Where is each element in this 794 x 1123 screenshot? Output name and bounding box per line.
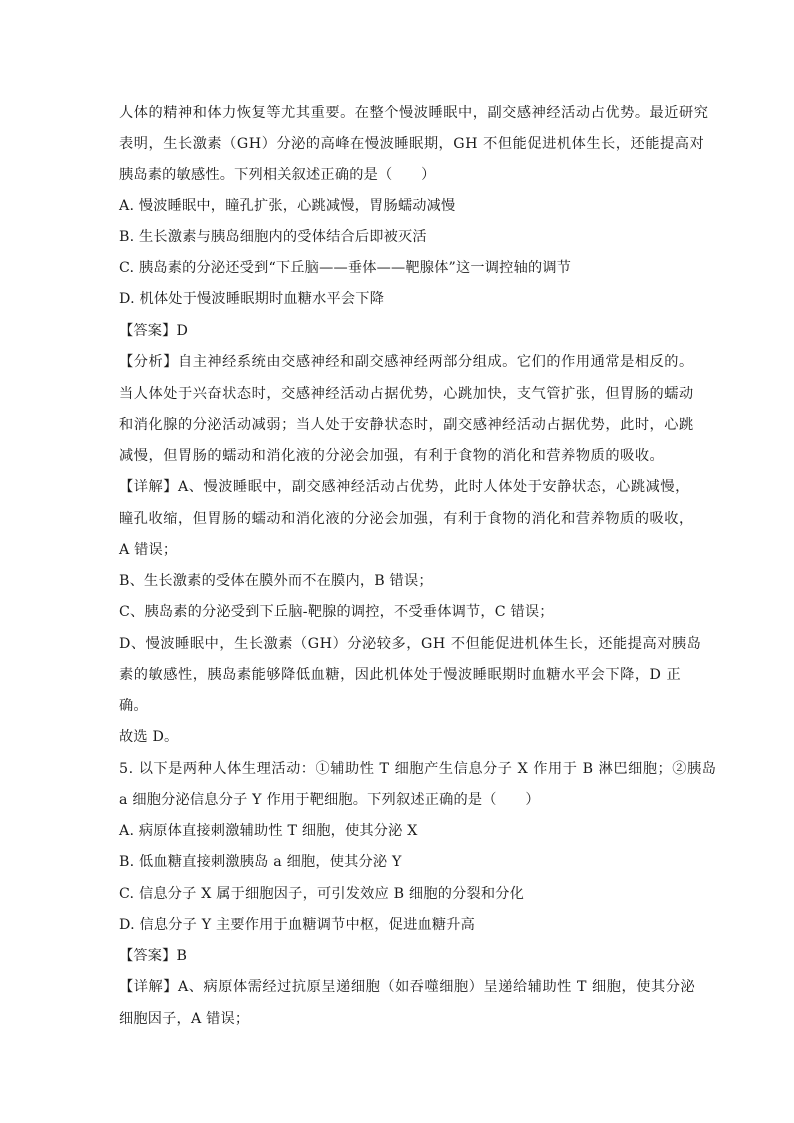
q4-option-b: B. 生长激素与胰岛细胞内的受体结合后即被灭活 [119,229,427,245]
q5-answer: 【答案】B [119,948,188,964]
q4-stem-line-1: 人体的精神和体力恢复等尤其重要。在整个慢波睡眠中，副交感神经活动占优势。最近研究 [119,105,709,121]
q5-option-c: C. 信息分子 X 属于细胞因子，可引发效应 B 细胞的分裂和分化 [119,886,525,902]
q4-detail-line-8: 确。 [119,698,148,714]
q5-stem-line-1: 5. 以下是两种人体生理活动：①辅助性 T 细胞产生信息分子 X 作用于 B 淋巴细胞；②胰岛 [119,761,717,777]
q4-analysis-line-2: 当人体处于兴奋状态时，交感神经活动占据优势，心跳加快，支气管扩张，但胃肠的蠕动 [119,386,694,402]
q4-answer: 【答案】D [119,323,189,339]
q4-analysis-line-1: 【分析】自主神经系统由交感神经和副交感神经两部分组成。它们的作用通常是相反的。 [119,354,694,370]
q5-option-a: A. 病原体直接刺激辅助性 T 细胞，使其分泌 X [119,823,418,839]
q4-stem-line-2: 表明，生长激素（GH）分泌的高峰在慢波睡眠期，GH 不但能促进机体生长，还能提高对 [119,136,705,152]
q4-option-c: C. 胰岛素的分泌还受到“下丘脑——垂体——靶腺体”这一调控轴的调节 [119,260,572,276]
q5-stem-line-2: a 细胞分泌信息分子 Y 作用于靶细胞。下列叙述正确的是（ ） [119,792,540,808]
q4-detail-line-4: B、生长激素的受体在膜外而不在膜内，B 错误； [119,573,433,589]
q5-detail-line-2: 细胞因子，A 错误； [119,1011,250,1027]
q4-option-d: D. 机体处于慢波睡眠期时血糖水平会下降 [119,291,385,307]
q5-option-b: B. 低血糖直接刺激胰岛 a 细胞，使其分泌 Y [119,854,402,870]
q4-detail-line-2: 瞳孔收缩，但胃肠的蠕动和消化液的分泌会加强，有利于食物的消化和营养物质的吸收， [119,511,694,527]
q4-option-a: A. 慢波睡眠中，瞳孔扩张，心跳减慢，胃肠蠕动减慢 [119,198,456,214]
q4-analysis-line-4: 减慢，但胃肠的蠕动和消化液的分泌会加强，有利于食物的消化和营养物质的吸收。 [119,448,665,464]
q4-detail-line-1: 【详解】A、慢波睡眠中，副交感神经活动占优势，此时人体处于安静状态，心跳减慢， [119,479,690,495]
q4-analysis-line-3: 和消化腺的分泌活动减弱；当人处于安静状态时，副交感神经活动占据优势，此时，心跳 [119,417,694,433]
q4-detail-line-6: D、慢波睡眠中，生长激素（GH）分泌较多，GH 不但能促进机体生长，还能提高对胰岛 [119,636,702,652]
q4-stem-line-3: 胰岛素的敏感性。下列相关叙述正确的是（ ） [119,167,436,183]
q5-option-d: D. 信息分子 Y 主要作用于血糖调节中枢，促进血糖升高 [119,917,476,933]
q4-detail-line-7: 素的敏感性，胰岛素能够降低血糖，因此机体处于慢波睡眠期时血糖水平会下降，D 正 [119,667,682,683]
q4-conclusion: 故选 D。 [119,729,179,745]
q4-detail-line-5: C、胰岛素的分泌受到下丘脑-靶腺的调控，不受垂体调节，C 错误； [119,604,554,620]
q5-detail-line-1: 【详解】A、病原体需经过抗原呈递细胞（如吞噬细胞）呈递给辅助性 T 细胞，使其分泌 [119,979,696,995]
q4-detail-line-3: A 错误； [119,542,178,558]
